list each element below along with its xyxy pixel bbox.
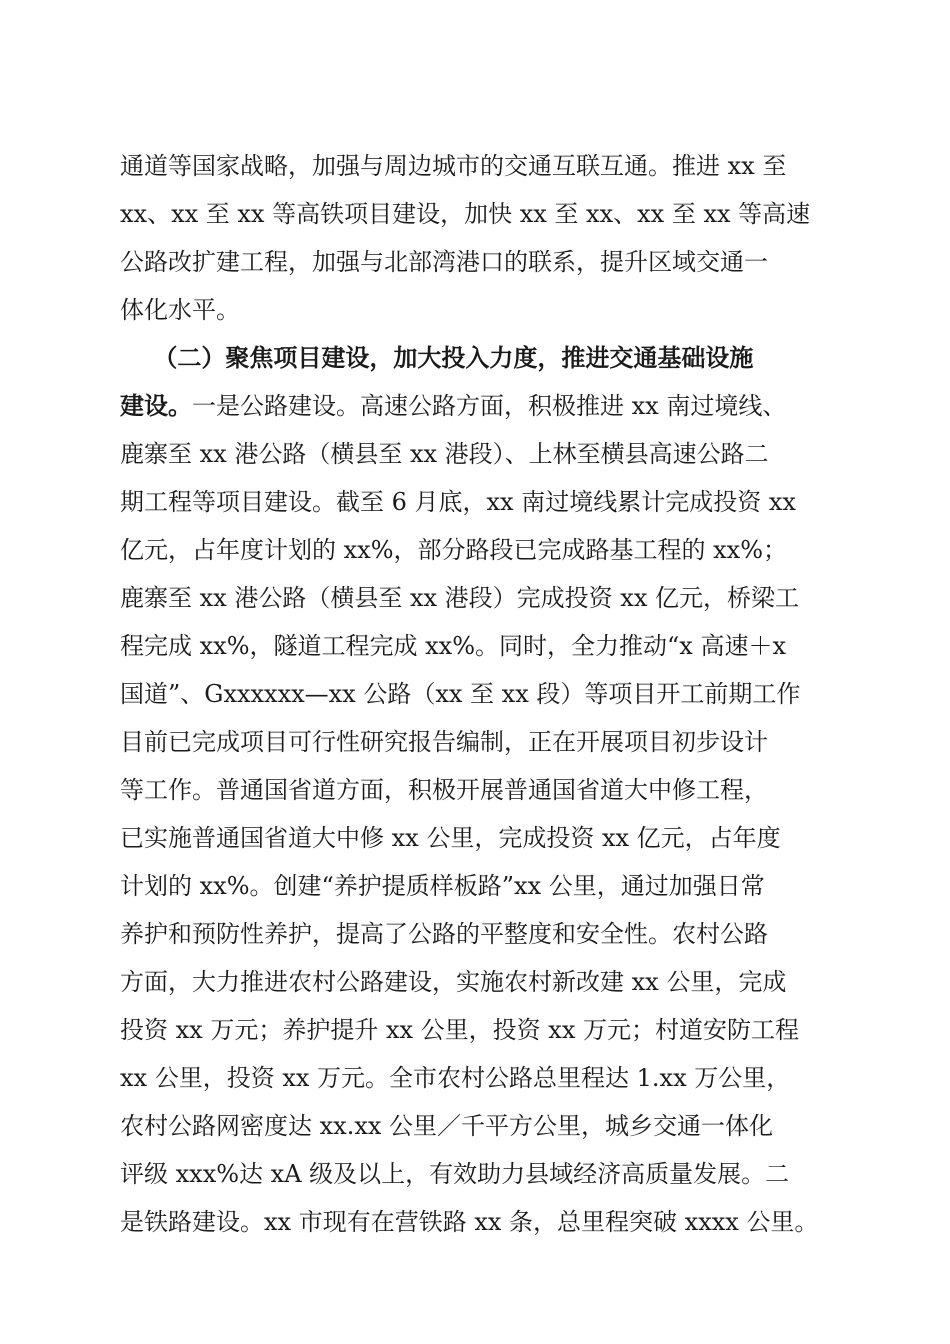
text-line: 体化水平。 [120, 296, 240, 324]
text-line-continuation: 一是公路建设。高速公路方面，积极推进 xx 南过境线、 [192, 392, 787, 420]
text-line: 目前已完成项目可行性研究报告编制，正在开展项目初步设计 [120, 728, 768, 756]
text-line: 通道等国家战略，加强与周边城市的交通互联互通。推进 xx 至 [120, 152, 787, 180]
text-line: 方面，大力推进农村公路建设，实施农村新改建 xx 公里，完成 [120, 968, 787, 996]
text-line: 期工程等项目建设。截至 6 月底，xx 南过境线累计完成投资 xx [120, 488, 796, 516]
text-line: 程完成 xx%，隧道工程完成 xx%。同时，全力推动“x 高速＋x [120, 632, 786, 660]
text-line: 计划的 xx%。创建“养护提质样板路”xx 公里，通过加强日常 [120, 872, 765, 900]
text-line: 亿元，占年度计划的 xx%，部分路段已完成路基工程的 xx%； [120, 536, 788, 564]
text-line: 国道”、Gxxxxxx—xx 公路（xx 至 xx 段）等项目开工前期工作 [120, 680, 801, 708]
text-line: 农村公路网密度达 xx.xx 公里／千平方公里，城乡交通一体化 [120, 1112, 774, 1140]
body-text [120, 142, 835, 1246]
text-line: xx 公里，投资 xx 万元。全市农村公路总里程达 1.xx 万公里， [120, 1064, 791, 1092]
text-line: 鹿寨至 xx 港公路（横县至 xx 港段）、上林至横县高速公路二 [120, 440, 769, 468]
text-line: 投资 xx 万元；养护提升 xx 公里，投资 xx 万元；村道安防工程 [120, 1016, 799, 1044]
text-line: 已实施普通国省道大中修 xx 公里，完成投资 xx 亿元，占年度 [120, 824, 781, 852]
text-line: 养护和预防性养护，提高了公路的平整度和安全性。农村公路 [120, 920, 768, 948]
text-line [120, 382, 835, 430]
text-line: 等工作。普通国省道方面，积极开展普通国省道大中修工程， [120, 776, 768, 804]
text-line: 公路改扩建工程，加强与北部湾港口的联系，提升区域交通一 [120, 248, 768, 276]
section-heading-line: （二）聚焦项目建设，加大投入力度，推进交通基础设施 [120, 343, 754, 372]
text-line: 是铁路建设。xx 市现有在营铁路 xx 条，总里程突破 xxxx 公里。 [120, 1208, 819, 1236]
text-line: 鹿寨至 xx 港公路（横县至 xx 港段）完成投资 xx 亿元，桥梁工 [120, 584, 799, 612]
section-heading-tail: 建设。 [120, 391, 192, 420]
text-line: 评级 xxx%达 xA 级及以上，有效助力县域经济高质量发展。二 [120, 1160, 790, 1188]
text-line: xx、xx 至 xx 等高铁项目建设，加快 xx 至 xx、xx 至 xx 等高速 [120, 200, 811, 228]
